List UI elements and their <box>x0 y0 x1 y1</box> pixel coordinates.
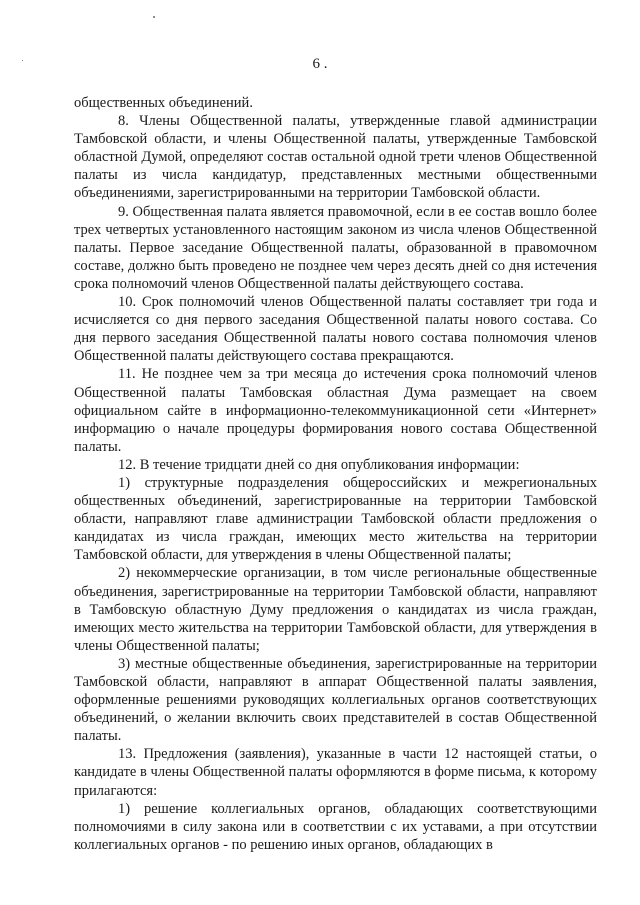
paragraph-item-12: 12. В течение тридцати дней со дня опубликования информации: <box>118 456 520 473</box>
paragraph-item-10: 10. Срок полномочий членов Общественной палаты составляет три года и исчисляется со дня первого заседания Общественной палаты нового состава. Со дня первого заседания Общественной палаты нового состава полномочия членов Общественной палаты действующего состава прекращаются. <box>74 294 597 365</box>
paragraph-item-12-sub-1: 1) структурные подразделения общероссийских и межрегиональных общественных объединений, зарегистрированные на территории Тамбовской области, направляют главе администрации Тамбовской области предложения о кандидатах из числа граждан, имеющих место жительства на территории Тамбовской области, для утверждения в члены Общественной палаты; <box>74 474 597 564</box>
paragraph-item-13-sub-1: 1) решение коллегиальных органов, обладающих соответствующими полномочиями в силу закона или в соответствии с их уставами, а при отсутствии коллегиальных органов - по решению иных органов, обладающих в <box>74 800 597 853</box>
paragraph-item-12-sub-2: 2) некоммерческие организации, в том числе региональные общественные объединения, зарегистрированные на территории Тамбовской области, направляют в Тамбовскую областную Думу предложения о кандидатах из числа граждан, имеющих место жительства на территории Тамбовской области, для утверждения в члены Общественной палаты; <box>74 565 597 654</box>
paragraph-item-11: 11. Не позднее чем за три месяца до истечения срока полномочий членов Общественной палаты Тамбовская областная Дума размещает на своем официальном сайте в информационно-телекоммуникационной сети «Интернет» информацию о начале процедуры формирования нового состава Общественной палаты. <box>74 366 597 455</box>
paragraph-item-8: 8. Члены Общественной палаты, утвержденные главой администрации Тамбовской области, и члены Общественной палаты, утвержденные Тамбовской областной Думой, определяют состав остальной одной трети членов Общественной палаты из числа кандидатур, представленных местными общественными объединениями, зарегистрированными на территории Тамбовской области. <box>74 113 597 202</box>
scan-speck <box>153 16 155 18</box>
paragraph-item-12-sub-3: 3) местные общественные объединения, зарегистрированные на территории Тамбовской области, направляют в аппарат Общественной палаты заявления, оформленные решениями руководящих коллегиальных органов соответствующих объединений, о желании включить своих представителей в состав Общественной палаты. <box>74 655 597 745</box>
paragraph-item-13: 13. Предложения (заявления), указанные в части 12 настоящей статьи, о кандидате в члены Общественной палаты оформляются в форме письма, к которому прилагаются: <box>74 746 597 799</box>
page-number: 6 . <box>312 56 328 72</box>
paragraph-item-9: 9. Общественная палата является правомочной, если в ее состав вошло более трех четвертых установленного настоящим законом из числа членов Общественной палаты. Первое заседание Общественной палаты, образованной в правомочном составе, должно быть проведено не позднее чем через десять дней со дня истечения срока полномочий членов Общественной палаты действующего состава. <box>74 203 597 292</box>
document-body <box>74 94 597 854</box>
paragraph-continuation: общественных объединений. <box>74 95 253 111</box>
